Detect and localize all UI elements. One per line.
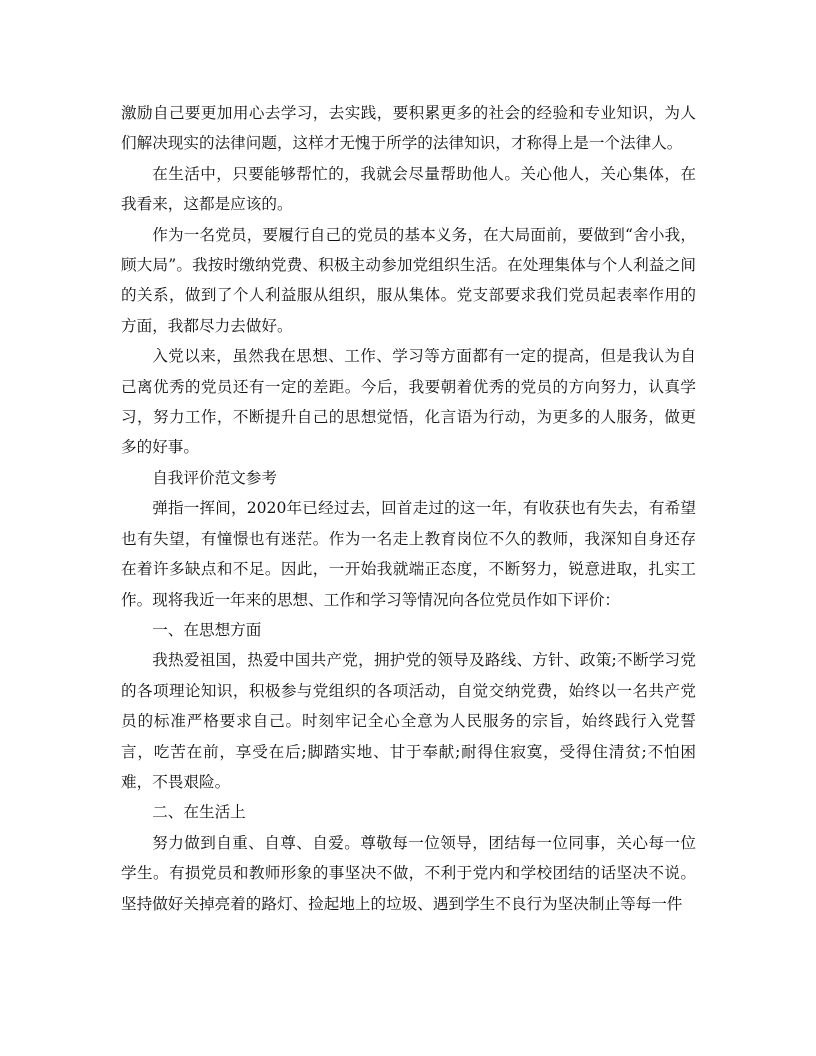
paragraph-continuation: 激励自己要更加用心去学习，去实践，要积累更多的社会的经验和专业知识，为人们解决现实的法律问题，这样才无愧于所学的法律知识，才称得上是一个法律人。 <box>121 104 696 153</box>
paragraph-year-review: 弹指一挥间，2020年已经过去，回首走过的这一年，有收获也有失去，有希望也有失望，有憧憬也有迷茫。作为一名走上教育岗位不久的教师，我深知自身还存在着许多缺点和不足。因此，一开始我就端正态度，不断努力，锐意进取，扎实工作。现将我近一年来的思想、工作和学习等情况向各位党员作如下评价： <box>121 499 696 609</box>
paragraph-helping-others: 在生活中，只要能够帮忙的，我就会尽量帮助他人。关心他人，关心集体，在我看来，这都是应该的。 <box>121 164 696 214</box>
section-heading-reference: 自我评价范文参考 <box>152 468 277 487</box>
paragraph-party-duties: 作为一名党员，要履行自己的党员的基本义务，在大局面前，要做到“舍小我，顾大局”。我按时缴纳党费、积极主动参加党组织生活。在处理集体与个人利益之间的关系，做到了个人利益服从组织，服从集体。党支部要求我们党员起表率作用的方面，我都尽力去做好。 <box>121 225 696 335</box>
section-heading-life: 二、在生活上 <box>152 803 246 822</box>
paragraph-thought: 我热爱祖国，热爱中国共产党，拥护党的领导及路线、方针、政策;不断学习党的各项理论知识，积极参与党组织的各项活动，自觉交纳党费，始终以一名共产党员的标准严格要求自己。时刻牢记全心全意为人民服务的宗旨，始终践行入党誓言，吃苦在前，享受在后;脚踏实地、甘于奉献;耐得住寂寞，受得住清贫;不怕困难，不畏艰险。 <box>121 651 696 791</box>
section-heading-thought: 一、在思想方面 <box>152 620 262 639</box>
paragraph-since-joining: 入党以来，虽然我在思想、工作、学习等方面都有一定的提高，但是我认为自己离优秀的党员还有一定的差距。今后，我要朝着优秀的党员的方向努力，认真学习，努力工作，不断提升自己的思想觉悟，化言语为行动，为更多的人服务，做更多的好事。 <box>121 347 696 457</box>
paragraph-life: 努力做到自重、自尊、自爱。尊敬每一位领导，团结每一位同事，关心每一位学生。有损党员和教师形象的事坚决不做，不利于党内和学校团结的话坚决不说。坚持做好关掉亮着的路灯、捡起地上的垃圾、遇到学生不良行为坚决制止等每一件 <box>121 833 696 913</box>
document-body <box>121 98 696 919</box>
